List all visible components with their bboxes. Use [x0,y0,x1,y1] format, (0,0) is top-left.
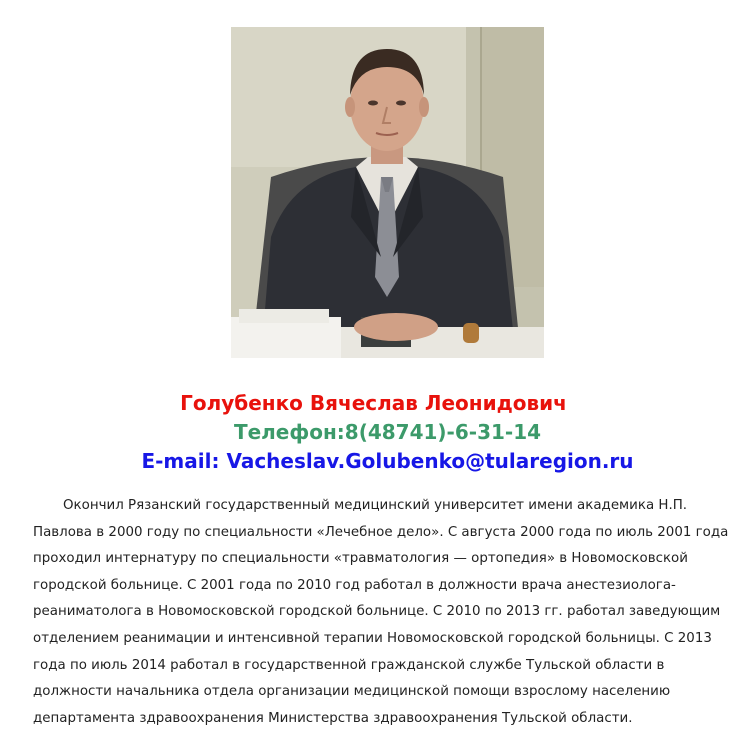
email-link[interactable]: Vacheslav.Golubenko@tularegion.ru [226,449,634,473]
phone-number: Телефон:8(48741)-6-31-14 [233,420,542,444]
profile-photo [231,27,544,358]
email-line [0,447,747,475]
email-label: E-mail: [141,449,227,473]
person-name: Голубенко Вячеслав Леонидович [180,391,567,415]
biography-paragraph: Окончил Рязанский государственный медицинский университет имени академика Н.П. Павлова в 2000 году по специальности «Лечебное дело». С августа 2000 года по июль 2001 года проходил интернатуру по специальности «травматология — ортопедия» в Новомосковской городской больнице. С 2001 года по 2010 год работал в должности врача анестезиолога-реаниматолога в Новомосковской городской больнице. С 2010 по 2013 гг. работал заведующим отделением реанимации и интенсивной терапии Новомосковской городской больницы. С 2013 года по июль 2014 работал в государственной гражданской службе Тульской области в должности начальника отдела организации медицинской помощи взрослому населению департамента здравоохранения Министерства здравоохранения Тульской области. [33,498,729,726]
